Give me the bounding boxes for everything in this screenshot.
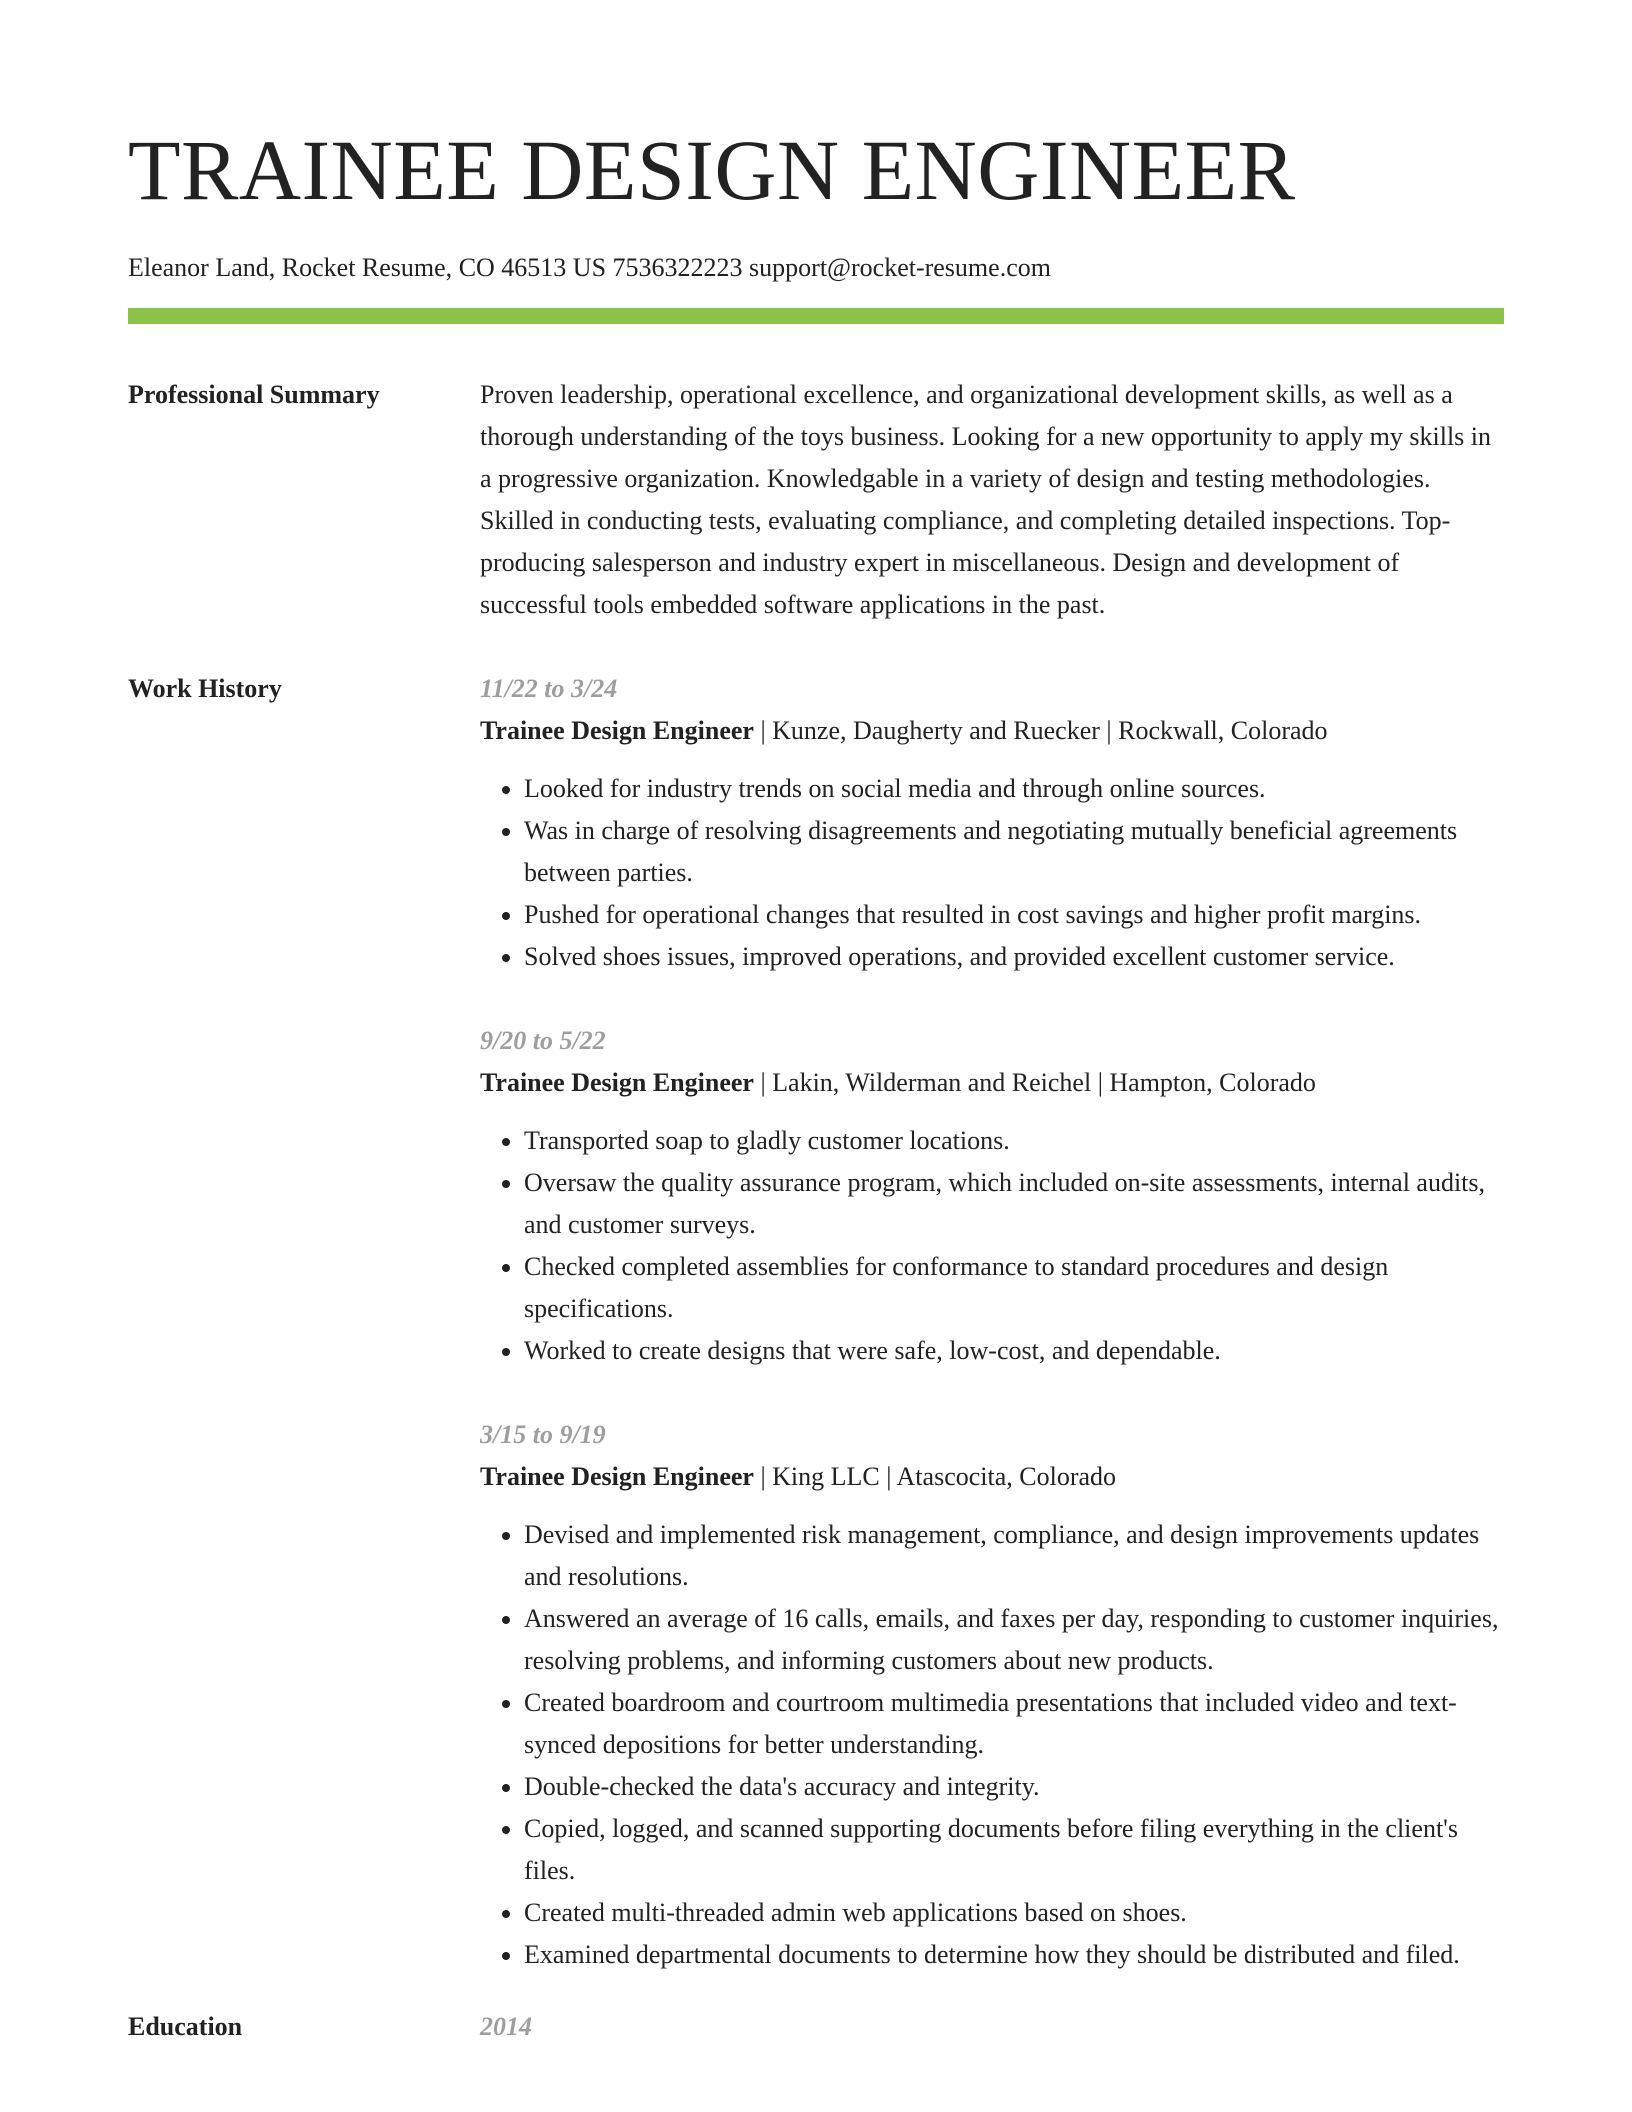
section-label-work-history: Work History (128, 674, 282, 703)
job-entry (480, 1020, 1504, 1372)
section-label-summary: Professional Summary (128, 380, 380, 409)
job-details: | Lakin, Wilderman and Reichel | Hampton, Colorado (753, 1068, 1316, 1097)
education-section (128, 2006, 1504, 2048)
job-bullet: • Double-checked the data's accuracy and integrity. (524, 1766, 1504, 1808)
job-bullet: • Devised and implemented risk management, compliance, and design improvements updates and resolutions. (524, 1514, 1504, 1598)
job-bullet: • Created boardroom and courtroom multimedia presentations that included video and text-synced depositions for better understanding. (524, 1682, 1504, 1766)
job-bullets (480, 1514, 1504, 1976)
contact-location: CO 46513 US (458, 253, 607, 282)
job-bullet: • Oversaw the quality assurance program, which included on-site assessments, internal audits, and customer surveys. (524, 1162, 1504, 1246)
job-dates: 11/22 to 3/24 (480, 674, 618, 703)
resume-title: TRAINEE DESIGN ENGINEER (128, 122, 1296, 218)
job-title: Trainee Design Engineer (480, 1068, 754, 1097)
contact-phone: 7536322223 (612, 253, 743, 282)
job-bullet: • Created multi-threaded admin web applications based on shoes. (524, 1892, 1504, 1934)
job-entry (480, 1414, 1504, 1976)
job-header (480, 710, 1504, 752)
job-title: Trainee Design Engineer (480, 1462, 754, 1491)
summary-text: Proven leadership, operational excellence, and organizational development skills, as well as a thorough understanding of the toys business. Looking for a new opportunity to apply my skills in a progressive organization. Knowledgable in a variety of design and testing methodologies. Skilled in conducting tests, evaluating compliance, and completing detailed inspections. Top-producing salesperson and industry expert in miscellaneous. Design and development of successful tools embedded software applications in the past. (480, 380, 1492, 619)
job-bullet: • Examined departmental documents to determine how they should be distributed and filed. (524, 1934, 1504, 1976)
job-bullet: • Answered an average of 16 calls, emails, and faxes per day, responding to customer inquiries, resolving problems, and informing customers about new products. (524, 1598, 1504, 1682)
resume-page (128, 120, 1504, 2048)
job-header (480, 1062, 1504, 1104)
job-bullet: • Worked to create designs that were safe, low-cost, and dependable. (524, 1330, 1504, 1372)
job-bullet: • Transported soap to gladly customer locations. (524, 1120, 1504, 1162)
work-history-section (128, 668, 1504, 1976)
job-title: Trainee Design Engineer (480, 716, 754, 745)
job-bullet: • Solved shoes issues, improved operations, and provided excellent customer service. (524, 936, 1504, 978)
accent-divider (128, 308, 1504, 324)
job-details: | Kunze, Daugherty and Ruecker | Rockwall, Colorado (753, 716, 1328, 745)
job-dates: 9/20 to 5/22 (480, 1026, 606, 1055)
section-label-education: Education (128, 2012, 243, 2041)
contact-line (128, 248, 1504, 288)
contact-name: Eleanor Land, (128, 253, 276, 282)
job-bullet: • Looked for industry trends on social media and through online sources. (524, 768, 1504, 810)
job-header (480, 1456, 1504, 1498)
job-bullet: • Was in charge of resolving disagreements and negotiating mutually beneficial agreements between parties. (524, 810, 1504, 894)
job-bullet: • Copied, logged, and scanned supporting documents before filing everything in the client's files. (524, 1808, 1504, 1892)
contact-company: Rocket Resume, (281, 253, 453, 282)
job-bullets (480, 768, 1504, 978)
education-dates: 2014 (480, 2012, 532, 2041)
job-bullets (480, 1120, 1504, 1372)
contact-email: support@rocket-resume.com (749, 253, 1051, 282)
job-bullet: • Checked completed assemblies for conformance to standard procedures and design specifications. (524, 1246, 1504, 1330)
job-entry (480, 668, 1504, 978)
job-bullet: • Pushed for operational changes that resulted in cost savings and higher profit margins. (524, 894, 1504, 936)
job-dates: 3/15 to 9/19 (480, 1420, 606, 1449)
professional-summary-section (128, 374, 1504, 626)
job-details: | King LLC | Atascocita, Colorado (753, 1462, 1117, 1491)
